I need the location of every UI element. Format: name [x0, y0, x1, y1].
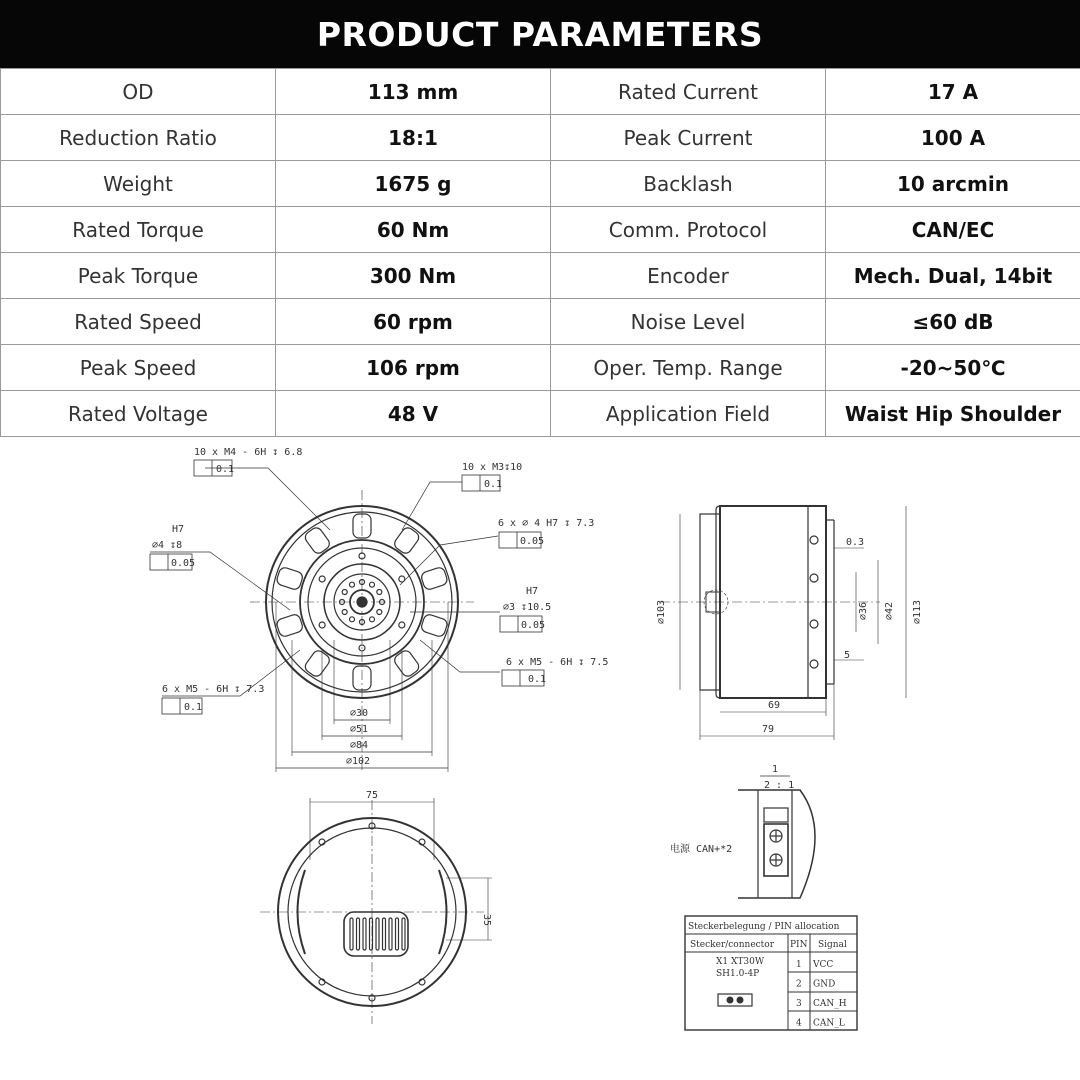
pin-connector-name2: SH1.0-4P [716, 969, 760, 979]
param-row [1, 69, 1080, 115]
param-value: ≤60 dB [826, 299, 1080, 345]
technical-drawings [0, 436, 1080, 1080]
header-bar [0, 0, 1080, 68]
side-dimension-labels [656, 537, 923, 735]
power-can-label: 电源 CAN+*2 [670, 844, 733, 855]
dim-69: 69 [768, 700, 781, 711]
dim-42: ∅42 [884, 601, 895, 620]
param-value: Waist Hip Shoulder [826, 391, 1080, 437]
param-label: Weight [1, 161, 276, 207]
callout-d3: ∅3 ↧10.5 [503, 602, 552, 613]
param-value: 113 mm [276, 69, 551, 115]
param-label: Oper. Temp. Range [551, 345, 826, 391]
param-value: 17 A [826, 69, 1080, 115]
param-label: Encoder [551, 253, 826, 299]
param-value: 1675 g [276, 161, 551, 207]
param-row [1, 299, 1080, 345]
dim-84: ∅84 [350, 740, 369, 751]
param-label: Rated Voltage [1, 391, 276, 437]
param-value: -20~50℃ [826, 345, 1080, 391]
param-value: Mech. Dual, 14bit [826, 253, 1080, 299]
param-row [1, 115, 1080, 161]
param-row [1, 391, 1080, 437]
param-value: 106 rpm [276, 345, 551, 391]
tol-m5-left: 0.1 [184, 702, 203, 713]
parameters-table [0, 68, 1080, 437]
pin-number: 2 [796, 979, 802, 990]
pin-table-title: Steckerbelegung / PIN allocation [688, 922, 840, 932]
dim-30: ∅30 [350, 708, 369, 719]
front-callout-labels [152, 447, 608, 767]
pin-number: 3 [796, 999, 802, 1009]
tol-h7-4: 0.05 [520, 536, 545, 547]
callout-m5-left: 6 x M5 - 6H ↧ 7.3 [162, 684, 265, 695]
dim-75: 75 [366, 790, 379, 801]
dim-79: 79 [762, 724, 775, 735]
param-value: 100 A [826, 115, 1080, 161]
pin-connector-name1: X1 XT30W [716, 957, 765, 967]
back-view-drawing [260, 798, 492, 1024]
param-label: OD [1, 69, 276, 115]
page-title: PRODUCT PARAMETERS [316, 14, 764, 54]
dim-0-3: 0.3 [846, 537, 865, 548]
dim-5: 5 [844, 650, 851, 661]
side-view-drawing [660, 506, 906, 740]
callout-d4: ∅4 ↧8 [152, 540, 183, 551]
connector-detail-drawing [738, 776, 815, 898]
param-row [1, 253, 1080, 299]
dim-113: ∅113 [912, 599, 923, 624]
callout-m5-right: 6 x M5 - 6H ↧ 7.5 [506, 657, 609, 668]
param-row [1, 207, 1080, 253]
pin-number: 1 [796, 960, 802, 970]
callout-h7-4: 6 x ∅ 4 H7 ↧ 7.3 [498, 518, 595, 529]
tol-d3: 0.05 [521, 620, 546, 631]
param-value: 10 arcmin [826, 161, 1080, 207]
param-label: Rated Torque [1, 207, 276, 253]
callout-d3-h7: H7 [526, 586, 539, 597]
tol-m5-right: 0.1 [528, 674, 547, 685]
tol-d4: 0.05 [171, 558, 196, 569]
pin-signal: GND [813, 979, 836, 990]
param-label: Peak Speed [1, 345, 276, 391]
tol-m4: 0.1 [216, 464, 235, 475]
tol-m3: 0.1 [484, 479, 503, 490]
param-label: Application Field [551, 391, 826, 437]
front-view-drawing [150, 468, 503, 772]
param-row [1, 161, 1080, 207]
dim-103: ∅103 [656, 599, 667, 624]
pin-col-signal: Signal [818, 940, 847, 950]
param-row [1, 345, 1080, 391]
pin-signal: CAN_L [813, 1018, 845, 1029]
pin-table-text [688, 922, 847, 1029]
scale-top: 1 [772, 764, 779, 775]
callout-d4-h7: H7 [172, 524, 185, 535]
param-label: Comm. Protocol [551, 207, 826, 253]
scale-bottom: 2 : 1 [764, 780, 795, 791]
pin-number: 4 [796, 1018, 802, 1029]
pin-col-pin: PIN [790, 940, 808, 950]
param-value: 60 rpm [276, 299, 551, 345]
param-label: Reduction Ratio [1, 115, 276, 161]
pin-allocation-table [685, 916, 857, 1030]
dim-35: 35 [481, 914, 492, 927]
pin-signal: VCC [813, 960, 834, 970]
param-label: Rated Current [551, 69, 826, 115]
dim-51: ∅51 [350, 724, 369, 735]
param-label: Backlash [551, 161, 826, 207]
param-value: 48 V [276, 391, 551, 437]
dim-36: ∅36 [858, 601, 869, 620]
param-value: 300 Nm [276, 253, 551, 299]
param-label: Peak Current [551, 115, 826, 161]
param-label: Rated Speed [1, 299, 276, 345]
callout-m3: 10 x M3↧10 [462, 462, 523, 473]
pin-col-connector: Stecker/connector [690, 940, 775, 950]
param-label: Peak Torque [1, 253, 276, 299]
pin-signal: CAN_H [813, 999, 847, 1009]
callout-m4: 10 x M4 - 6H ↧ 6.8 [194, 447, 303, 458]
dim-102: ∅102 [346, 756, 371, 767]
param-label: Noise Level [551, 299, 826, 345]
param-value: 60 Nm [276, 207, 551, 253]
param-value: CAN/EC [826, 207, 1080, 253]
param-value: 18:1 [276, 115, 551, 161]
back-dimension-labels [366, 790, 492, 926]
